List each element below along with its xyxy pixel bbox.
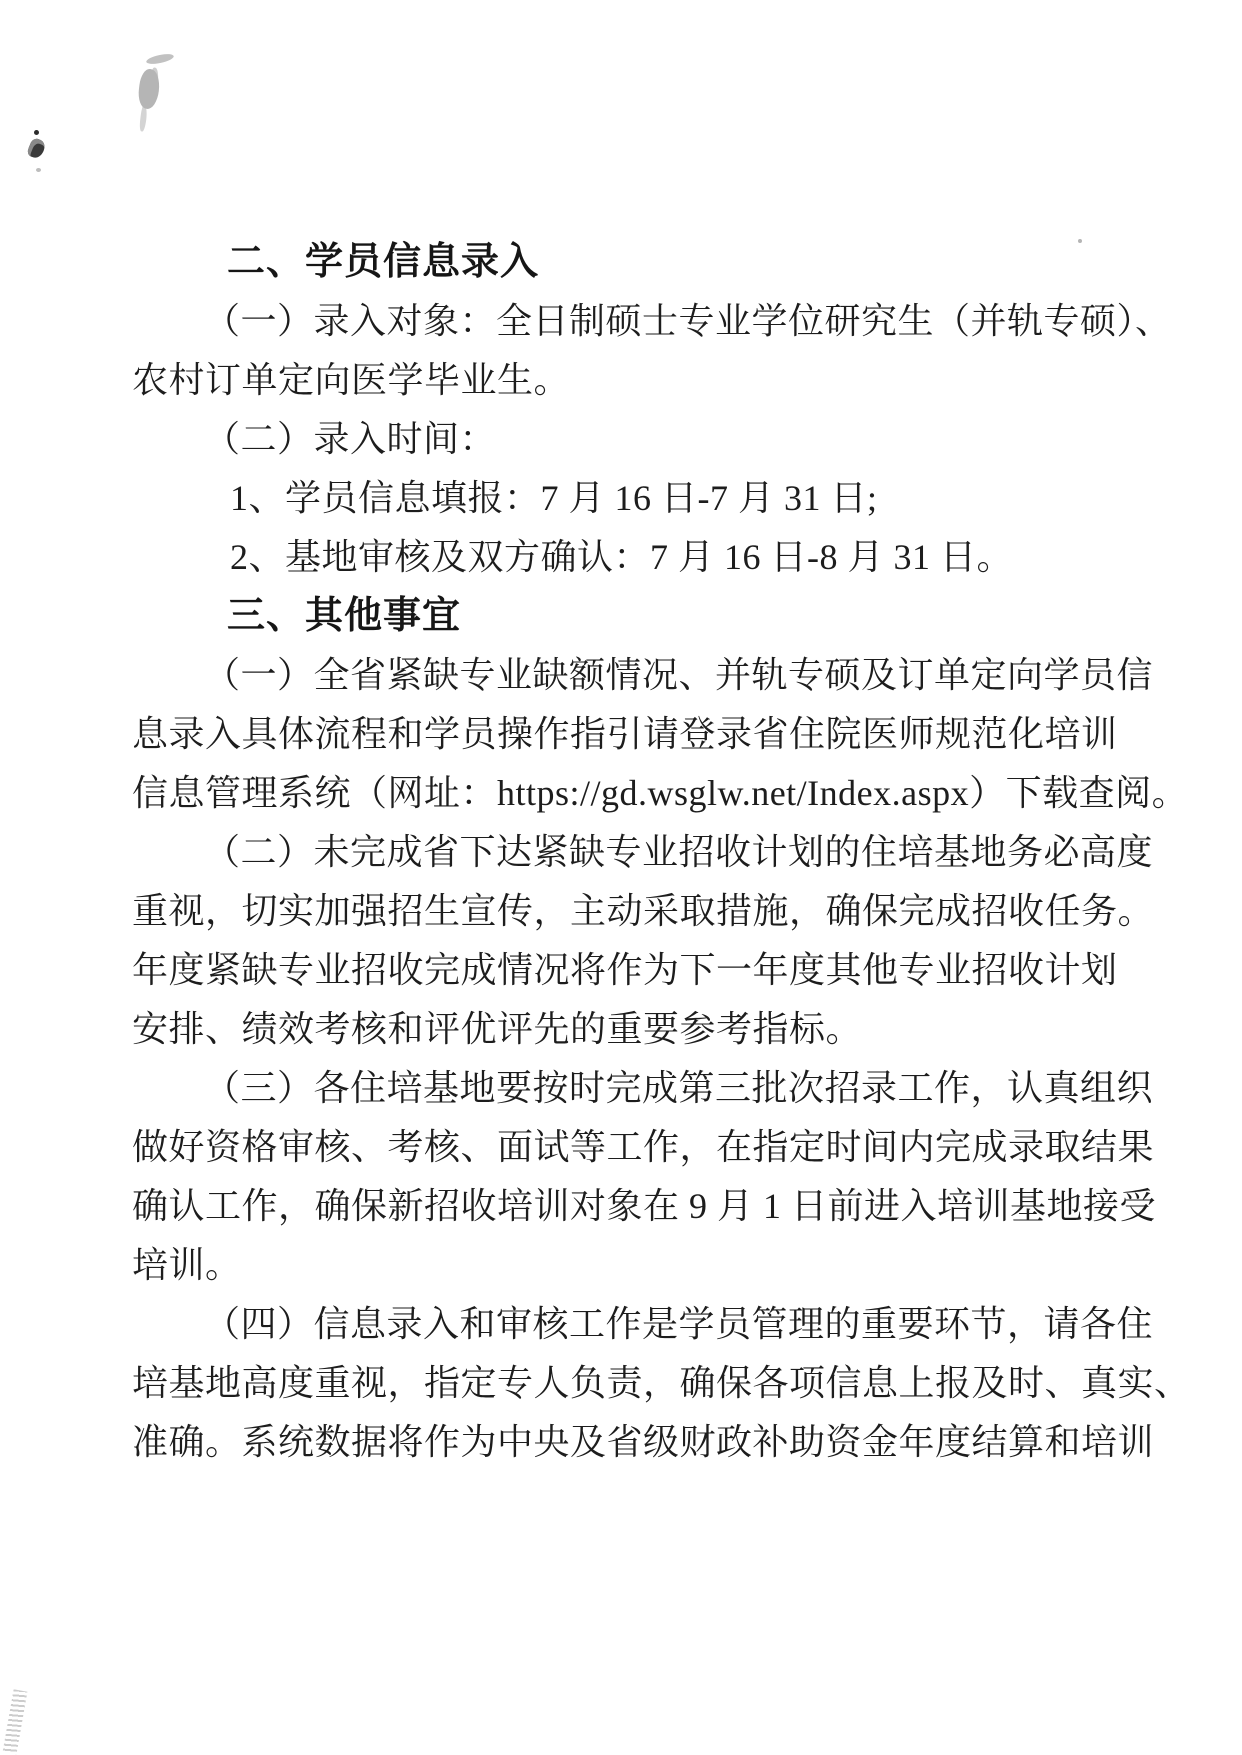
text-line: 做好资格审核、考核、面试等工作，在指定时间内完成录取结果 [132,1127,1155,1167]
text-line: 1、学员信息填报：7 月 16 日-7 月 31 日; [230,478,878,518]
text-line: （二）未完成省下达紧缺专业招收计划的住培基地务必高度 [204,832,1154,872]
text-line: （一）全省紧缺专业缺额情况、并轨专硕及订单定向学员信 [204,655,1154,695]
scan-artifact-edge-streak [3,1689,28,1754]
text-line: 安排、绩效考核和评优评先的重要参考指标。 [132,1009,863,1049]
text-line: （一）录入对象：全日制硕士专业学位研究生（并轨专硕）、 [204,301,1172,341]
scan-artifact-dot [34,130,39,135]
text-line: 信息管理系统（网址：https://gd.wsglw.net/Index.aspx）下载查阅。 [132,773,1189,813]
text-line: 重视，切实加强招生宣传，主动采取措施，确保完成招收任务。 [132,891,1155,931]
scan-artifact-speck [36,168,41,172]
text-line: （三）各住培基地要按时完成第三批次招录工作，认真组织 [204,1068,1154,1108]
text-line: 准确。系统数据将作为中央及省级财政补助资金年度结算和培训 [132,1422,1155,1462]
scan-artifact-ink-mark [26,137,47,160]
text-line: （四）信息录入和审核工作是学员管理的重要环节，请各住 [204,1304,1154,1344]
text-line: 培训。 [132,1245,242,1285]
document-text-block [132,233,1191,1472]
text-line: 培基地高度重视，指定专人负责，确保各项信息上报及时、真实、 [132,1363,1191,1403]
text-line: 确认工作，确保新招收培训对象在 9 月 1 日前进入培训基地接受 [132,1186,1157,1226]
scan-artifact-smudge-dash [145,52,174,66]
text-line: 息录入具体流程和学员操作指引请登录省住院医师规范化培训 [132,714,1118,754]
text-line: 农村订单定向医学毕业生。 [132,360,571,400]
text-line: （二）录入时间： [204,419,497,459]
section-heading: 二、学员信息录入 [227,241,540,283]
text-line: 年度紧缺专业招收完成情况将作为下一年度其他专业招收计划 [132,950,1118,990]
scan-artifact-smudge-blob [137,68,162,110]
section-heading: 三、其他事宜 [227,595,462,637]
text-line: 2、基地审核及双方确认：7 月 16 日-8 月 31 日。 [230,537,1013,577]
